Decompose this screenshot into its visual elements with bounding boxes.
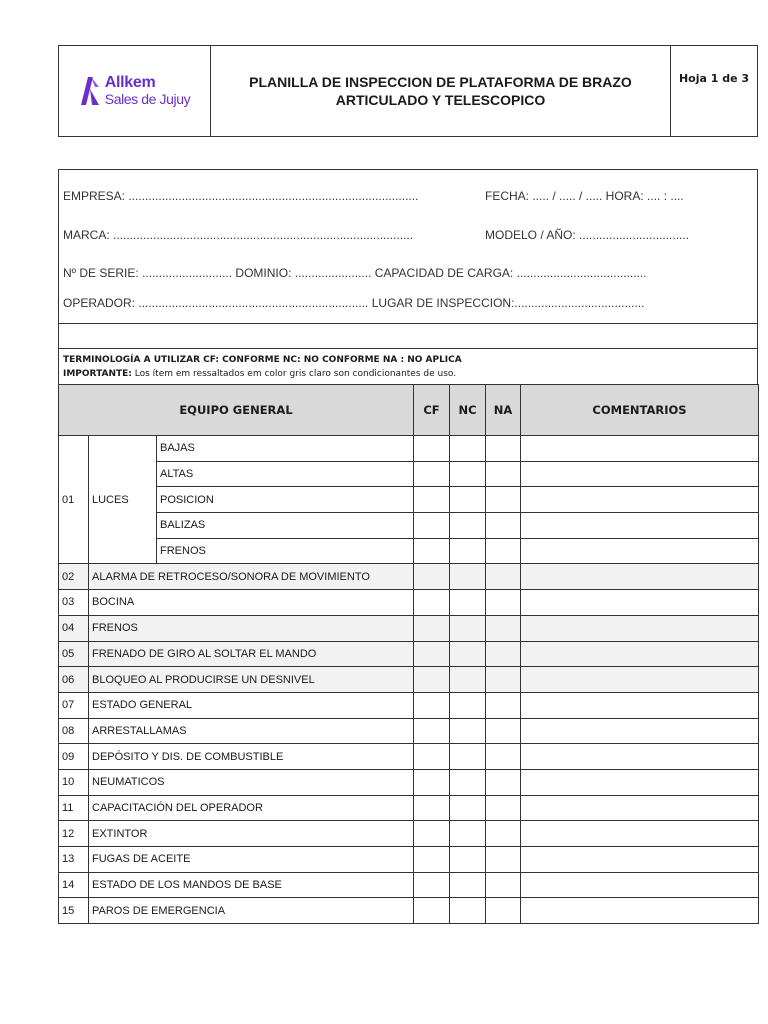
- sub-item: POSICION: [157, 487, 414, 513]
- table-row: [59, 769, 759, 795]
- table-row: [59, 847, 759, 873]
- allkem-logo-icon: [79, 75, 101, 107]
- serie-dominio-capacidad-field[interactable]: Nº DE SERIE: ........................... DOMINIO: ....................... CAPACIDAD DE CARGA: .......................................: [63, 266, 647, 280]
- nc-cell[interactable]: [450, 538, 486, 564]
- na-cell[interactable]: [486, 513, 521, 539]
- cf-cell[interactable]: [414, 538, 450, 564]
- inspection-table: [58, 384, 759, 924]
- comment-cell[interactable]: [521, 590, 759, 616]
- na-cell[interactable]: [486, 461, 521, 487]
- table-row: [59, 872, 759, 898]
- table-row: [59, 487, 759, 513]
- comment-cell[interactable]: [521, 461, 759, 487]
- row-label: ESTADO GENERAL: [89, 692, 414, 718]
- comment-cell[interactable]: [521, 667, 759, 693]
- nc-cell[interactable]: [450, 487, 486, 513]
- sub-item: FRENOS: [157, 538, 414, 564]
- title-line2: ARTICULADO Y TELESCOPICO: [335, 92, 546, 108]
- row-num: 03: [59, 590, 89, 616]
- nc-cell[interactable]: [450, 872, 486, 898]
- na-cell[interactable]: [486, 795, 521, 821]
- table-row: [59, 615, 759, 641]
- terminology-note: [58, 348, 758, 385]
- row-label: ARRESTALLAMAS: [89, 718, 414, 744]
- cf-cell[interactable]: [414, 487, 450, 513]
- comment-cell[interactable]: [521, 821, 759, 847]
- comment-cell[interactable]: [521, 513, 759, 539]
- nc-cell[interactable]: [450, 513, 486, 539]
- row-label: NEUMATICOS: [89, 769, 414, 795]
- nc-cell[interactable]: [450, 821, 486, 847]
- cf-cell[interactable]: [414, 898, 450, 924]
- table-row: [59, 461, 759, 487]
- empresa-field[interactable]: EMPRESA: .......................................................................................: [63, 189, 419, 203]
- row-num: 11: [59, 795, 89, 821]
- nc-cell[interactable]: [450, 564, 486, 590]
- modelo-field[interactable]: MODELO / AÑO: .................................: [485, 228, 690, 242]
- cf-cell[interactable]: [414, 564, 450, 590]
- na-cell[interactable]: [486, 821, 521, 847]
- table-header-row: [59, 385, 759, 436]
- row-label: DEPÓSITO Y DIS. DE COMBUSTIBLE: [89, 744, 414, 770]
- row-num: 09: [59, 744, 89, 770]
- row-num: 08: [59, 718, 89, 744]
- comment-cell[interactable]: [521, 487, 759, 513]
- nc-cell[interactable]: [450, 847, 486, 873]
- row-num: 13: [59, 847, 89, 873]
- nc-cell[interactable]: [450, 590, 486, 616]
- nc-cell[interactable]: [450, 692, 486, 718]
- row-num: 05: [59, 641, 89, 667]
- cf-cell[interactable]: [414, 872, 450, 898]
- operador-lugar-field[interactable]: OPERADOR: ..................................................................... LUGAR DE INSPECCION:.......................................: [63, 296, 645, 310]
- row-label: FRENOS: [89, 615, 414, 641]
- na-cell[interactable]: [486, 847, 521, 873]
- na-cell[interactable]: [486, 564, 521, 590]
- row-num: 02: [59, 564, 89, 590]
- header-na: NA: [486, 385, 521, 436]
- nc-cell[interactable]: [450, 718, 486, 744]
- row-label: FRENADO DE GIRO AL SOLTAR EL MANDO: [89, 641, 414, 667]
- cf-cell[interactable]: [414, 641, 450, 667]
- na-cell[interactable]: [486, 692, 521, 718]
- comment-cell[interactable]: [521, 564, 759, 590]
- table-row: [59, 590, 759, 616]
- header-comentarios: COMENTARIOS: [521, 385, 759, 436]
- na-cell[interactable]: [486, 590, 521, 616]
- na-cell[interactable]: [486, 769, 521, 795]
- table-row: [59, 821, 759, 847]
- comment-cell[interactable]: [521, 872, 759, 898]
- table-row: [59, 513, 759, 539]
- nc-cell[interactable]: [450, 744, 486, 770]
- nc-cell[interactable]: [450, 667, 486, 693]
- cf-cell[interactable]: [414, 615, 450, 641]
- table-row: [59, 667, 759, 693]
- row-num: 04: [59, 615, 89, 641]
- row-label: CAPACITACIÓN DEL OPERADOR: [89, 795, 414, 821]
- nc-cell[interactable]: [450, 461, 486, 487]
- cf-cell[interactable]: [414, 718, 450, 744]
- comment-cell[interactable]: [521, 744, 759, 770]
- cf-cell[interactable]: [414, 667, 450, 693]
- header-nc: NC: [450, 385, 486, 436]
- na-cell[interactable]: [486, 538, 521, 564]
- comment-cell[interactable]: [521, 436, 759, 462]
- info-block: [58, 169, 758, 324]
- row-num: 10: [59, 769, 89, 795]
- row-label: BOCINA: [89, 590, 414, 616]
- fecha-hora-field[interactable]: FECHA: ..... / ..... / ..... HORA: .... : ....: [485, 189, 684, 203]
- row-num: 01: [59, 436, 89, 564]
- marca-field[interactable]: MARCA: ..........................................................................................: [63, 228, 414, 242]
- comment-cell[interactable]: [521, 538, 759, 564]
- sub-item: BAJAS: [157, 436, 414, 462]
- row-label: BLOQUEO AL PRODUCIRSE UN DESNIVEL: [89, 667, 414, 693]
- cf-cell[interactable]: [414, 744, 450, 770]
- na-cell[interactable]: [486, 436, 521, 462]
- na-cell[interactable]: [486, 718, 521, 744]
- row-label: EXTINTOR: [89, 821, 414, 847]
- na-cell[interactable]: [486, 744, 521, 770]
- page-number: Hoja 1 de 3: [678, 72, 750, 85]
- row-label: LUCES: [89, 436, 157, 564]
- table-row: [59, 692, 759, 718]
- importante-line: [63, 367, 753, 381]
- cf-cell[interactable]: [414, 769, 450, 795]
- comment-cell[interactable]: [521, 795, 759, 821]
- na-cell[interactable]: [486, 641, 521, 667]
- row-num: 14: [59, 872, 89, 898]
- comment-cell[interactable]: [521, 641, 759, 667]
- sub-item: ALTAS: [157, 461, 414, 487]
- table-row: [59, 436, 759, 462]
- row-num: 06: [59, 667, 89, 693]
- cf-cell[interactable]: [414, 513, 450, 539]
- nc-cell[interactable]: [450, 769, 486, 795]
- row-num: 07: [59, 692, 89, 718]
- header-cf: CF: [414, 385, 450, 436]
- nc-cell[interactable]: [450, 898, 486, 924]
- table-row: [59, 538, 759, 564]
- cf-cell[interactable]: [414, 847, 450, 873]
- comment-cell[interactable]: [521, 692, 759, 718]
- importante-label: IMPORTANTE:: [63, 369, 132, 379]
- row-num: 15: [59, 898, 89, 924]
- table-row: [59, 795, 759, 821]
- row-label: FUGAS DE ACEITE: [89, 847, 414, 873]
- cf-cell[interactable]: [414, 590, 450, 616]
- importante-text: Los ítem em ressaltados em color gris claro son condicionantes de uso.: [131, 369, 457, 379]
- row-label: ALARMA DE RETROCESO/SONORA DE MOVIMIENTO: [89, 564, 414, 590]
- comment-cell[interactable]: [521, 718, 759, 744]
- nc-cell[interactable]: [450, 615, 486, 641]
- nc-cell[interactable]: [450, 641, 486, 667]
- logo-cell: [59, 46, 211, 136]
- document-header: [58, 45, 758, 137]
- row-num: 12: [59, 821, 89, 847]
- comment-cell[interactable]: [521, 847, 759, 873]
- row-label: ESTADO DE LOS MANDOS DE BASE: [89, 872, 414, 898]
- table-row: [59, 718, 759, 744]
- table-row: [59, 564, 759, 590]
- na-cell[interactable]: [486, 615, 521, 641]
- comment-cell[interactable]: [521, 898, 759, 924]
- header-equipo: EQUIPO GENERAL: [59, 385, 414, 436]
- logo-line1: Allkem: [104, 74, 156, 91]
- na-cell[interactable]: [486, 667, 521, 693]
- cf-cell[interactable]: [414, 795, 450, 821]
- nc-cell[interactable]: [450, 795, 486, 821]
- table-row: [59, 898, 759, 924]
- title-line1: PLANILLA DE INSPECCION DE PLATAFORMA DE BRAZO: [249, 74, 632, 90]
- terminology-line: TERMINOLOGÍA A UTILIZAR CF: CONFORME NC: NO CONFORME NA : NO APLICA: [63, 355, 462, 365]
- spacer-row: [58, 324, 758, 348]
- sub-item: BALIZAS: [157, 513, 414, 539]
- document-title: [211, 46, 671, 136]
- logo-line2: Sales de Jujuy: [104, 91, 191, 107]
- company-logo: [79, 75, 190, 107]
- table-row: [59, 641, 759, 667]
- cf-cell[interactable]: [414, 461, 450, 487]
- cf-cell[interactable]: [414, 692, 450, 718]
- table-row: [59, 744, 759, 770]
- na-cell[interactable]: [486, 487, 521, 513]
- na-cell[interactable]: [486, 872, 521, 898]
- na-cell[interactable]: [486, 898, 521, 924]
- row-label: PAROS DE EMERGENCIA: [89, 898, 414, 924]
- nc-cell[interactable]: [450, 436, 486, 462]
- comment-cell[interactable]: [521, 615, 759, 641]
- cf-cell[interactable]: [414, 821, 450, 847]
- cf-cell[interactable]: [414, 436, 450, 462]
- comment-cell[interactable]: [521, 769, 759, 795]
